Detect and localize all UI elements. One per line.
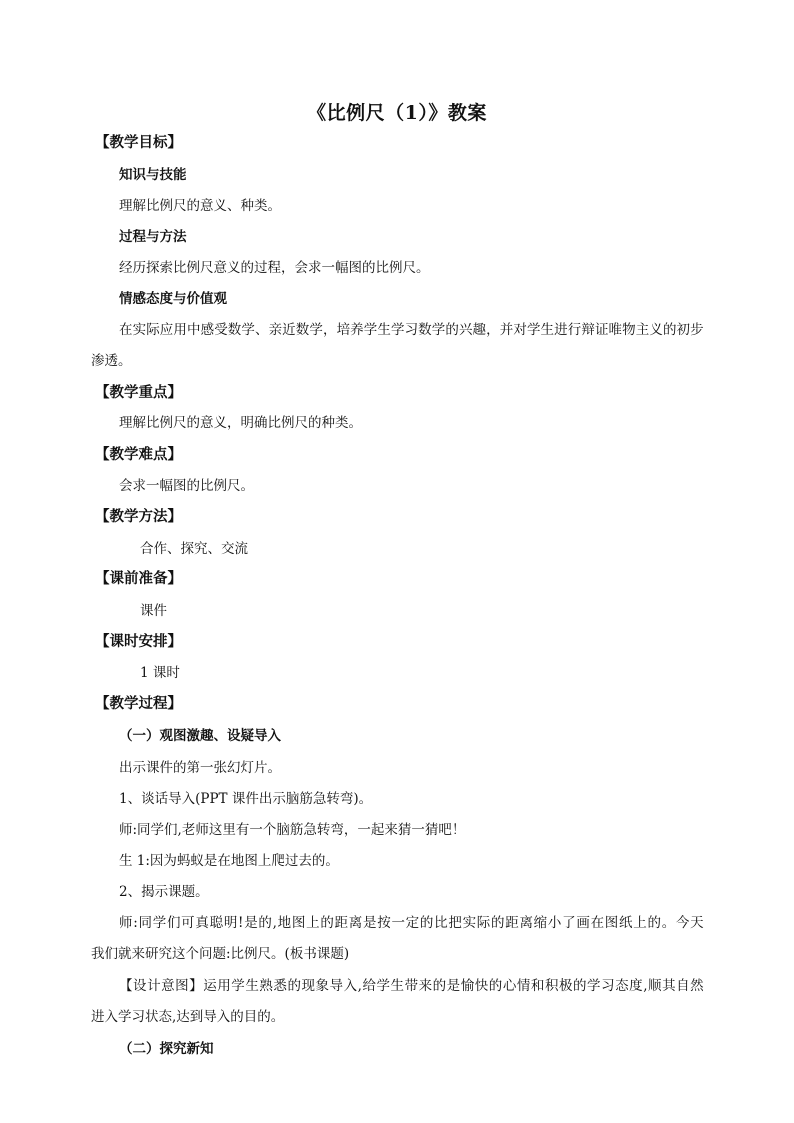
- document-title: 《比例尺（1）》教案: [307, 102, 487, 124]
- difficulties-text: 会求一幅图的比例尺。: [119, 478, 254, 494]
- process-line: 出示课件的第一张幻灯片。: [119, 760, 281, 776]
- difficulties-heading: 【教学难点】: [95, 446, 182, 463]
- key-points-heading: 【教学重点】: [95, 384, 182, 401]
- key-points-text: 理解比例尺的意义，明确比例尺的种类。: [119, 415, 362, 431]
- process-line: 2、揭示课题。: [119, 884, 209, 900]
- knowledge-text: 理解比例尺的意义、种类。: [119, 198, 281, 214]
- design-intent-line2: 进入学习状态,达到导入的目的。: [91, 1009, 285, 1025]
- teacher-line2: 我们就来研究这个问题:比例尺。(板书课题): [91, 946, 350, 962]
- knowledge-heading: 知识与技能: [119, 167, 187, 183]
- process-heading: 【教学过程】: [95, 695, 182, 712]
- schedule-text: 1 课时: [140, 665, 180, 681]
- section2-heading: （二）探究新知: [119, 1041, 214, 1057]
- preparation-heading: 【课前准备】: [95, 570, 182, 587]
- goals-heading: 【教学目标】: [95, 134, 182, 151]
- process-line: 生 1:因为蚂蚁是在地图上爬过去的。: [119, 853, 339, 869]
- attitude-heading: 情感态度与价值观: [119, 291, 227, 307]
- methods-text: 合作、探究、交流: [140, 541, 248, 557]
- design-intent-line1: 【设计意图】运用学生熟悉的现象导入,给学生带来的是愉快的心情和积极的学习态度,顺其自然: [119, 978, 705, 994]
- process-method-text: 经历探索比例尺意义的过程，会求一幅图的比例尺。: [119, 260, 430, 276]
- teacher-line1: 师:同学们可真聪明!是的,地图上的距离是按一定的比把实际的距离缩小了画在图纸上的。今天: [119, 915, 705, 931]
- methods-heading: 【教学方法】: [95, 508, 182, 525]
- attitude-text-line1: 在实际应用中感受数学、亲近数学，培养学生学习数学的兴趣，并对学生进行辩证唯物主义的初步: [119, 322, 704, 338]
- attitude-text-line2: 渗透。: [91, 353, 132, 369]
- process-line: 师:同学们,老师这里有一个脑筋急转弯，一起来猜一猜吧！: [119, 822, 466, 838]
- schedule-heading: 【课时安排】: [95, 633, 182, 650]
- process-method-heading: 过程与方法: [119, 229, 187, 245]
- process-line: 1、谈话导入(PPT 课件出示脑筋急转弯)。: [119, 791, 373, 807]
- section1-heading: （一）观图激趣、设疑导入: [119, 728, 281, 744]
- preparation-text: 课件: [140, 603, 167, 619]
